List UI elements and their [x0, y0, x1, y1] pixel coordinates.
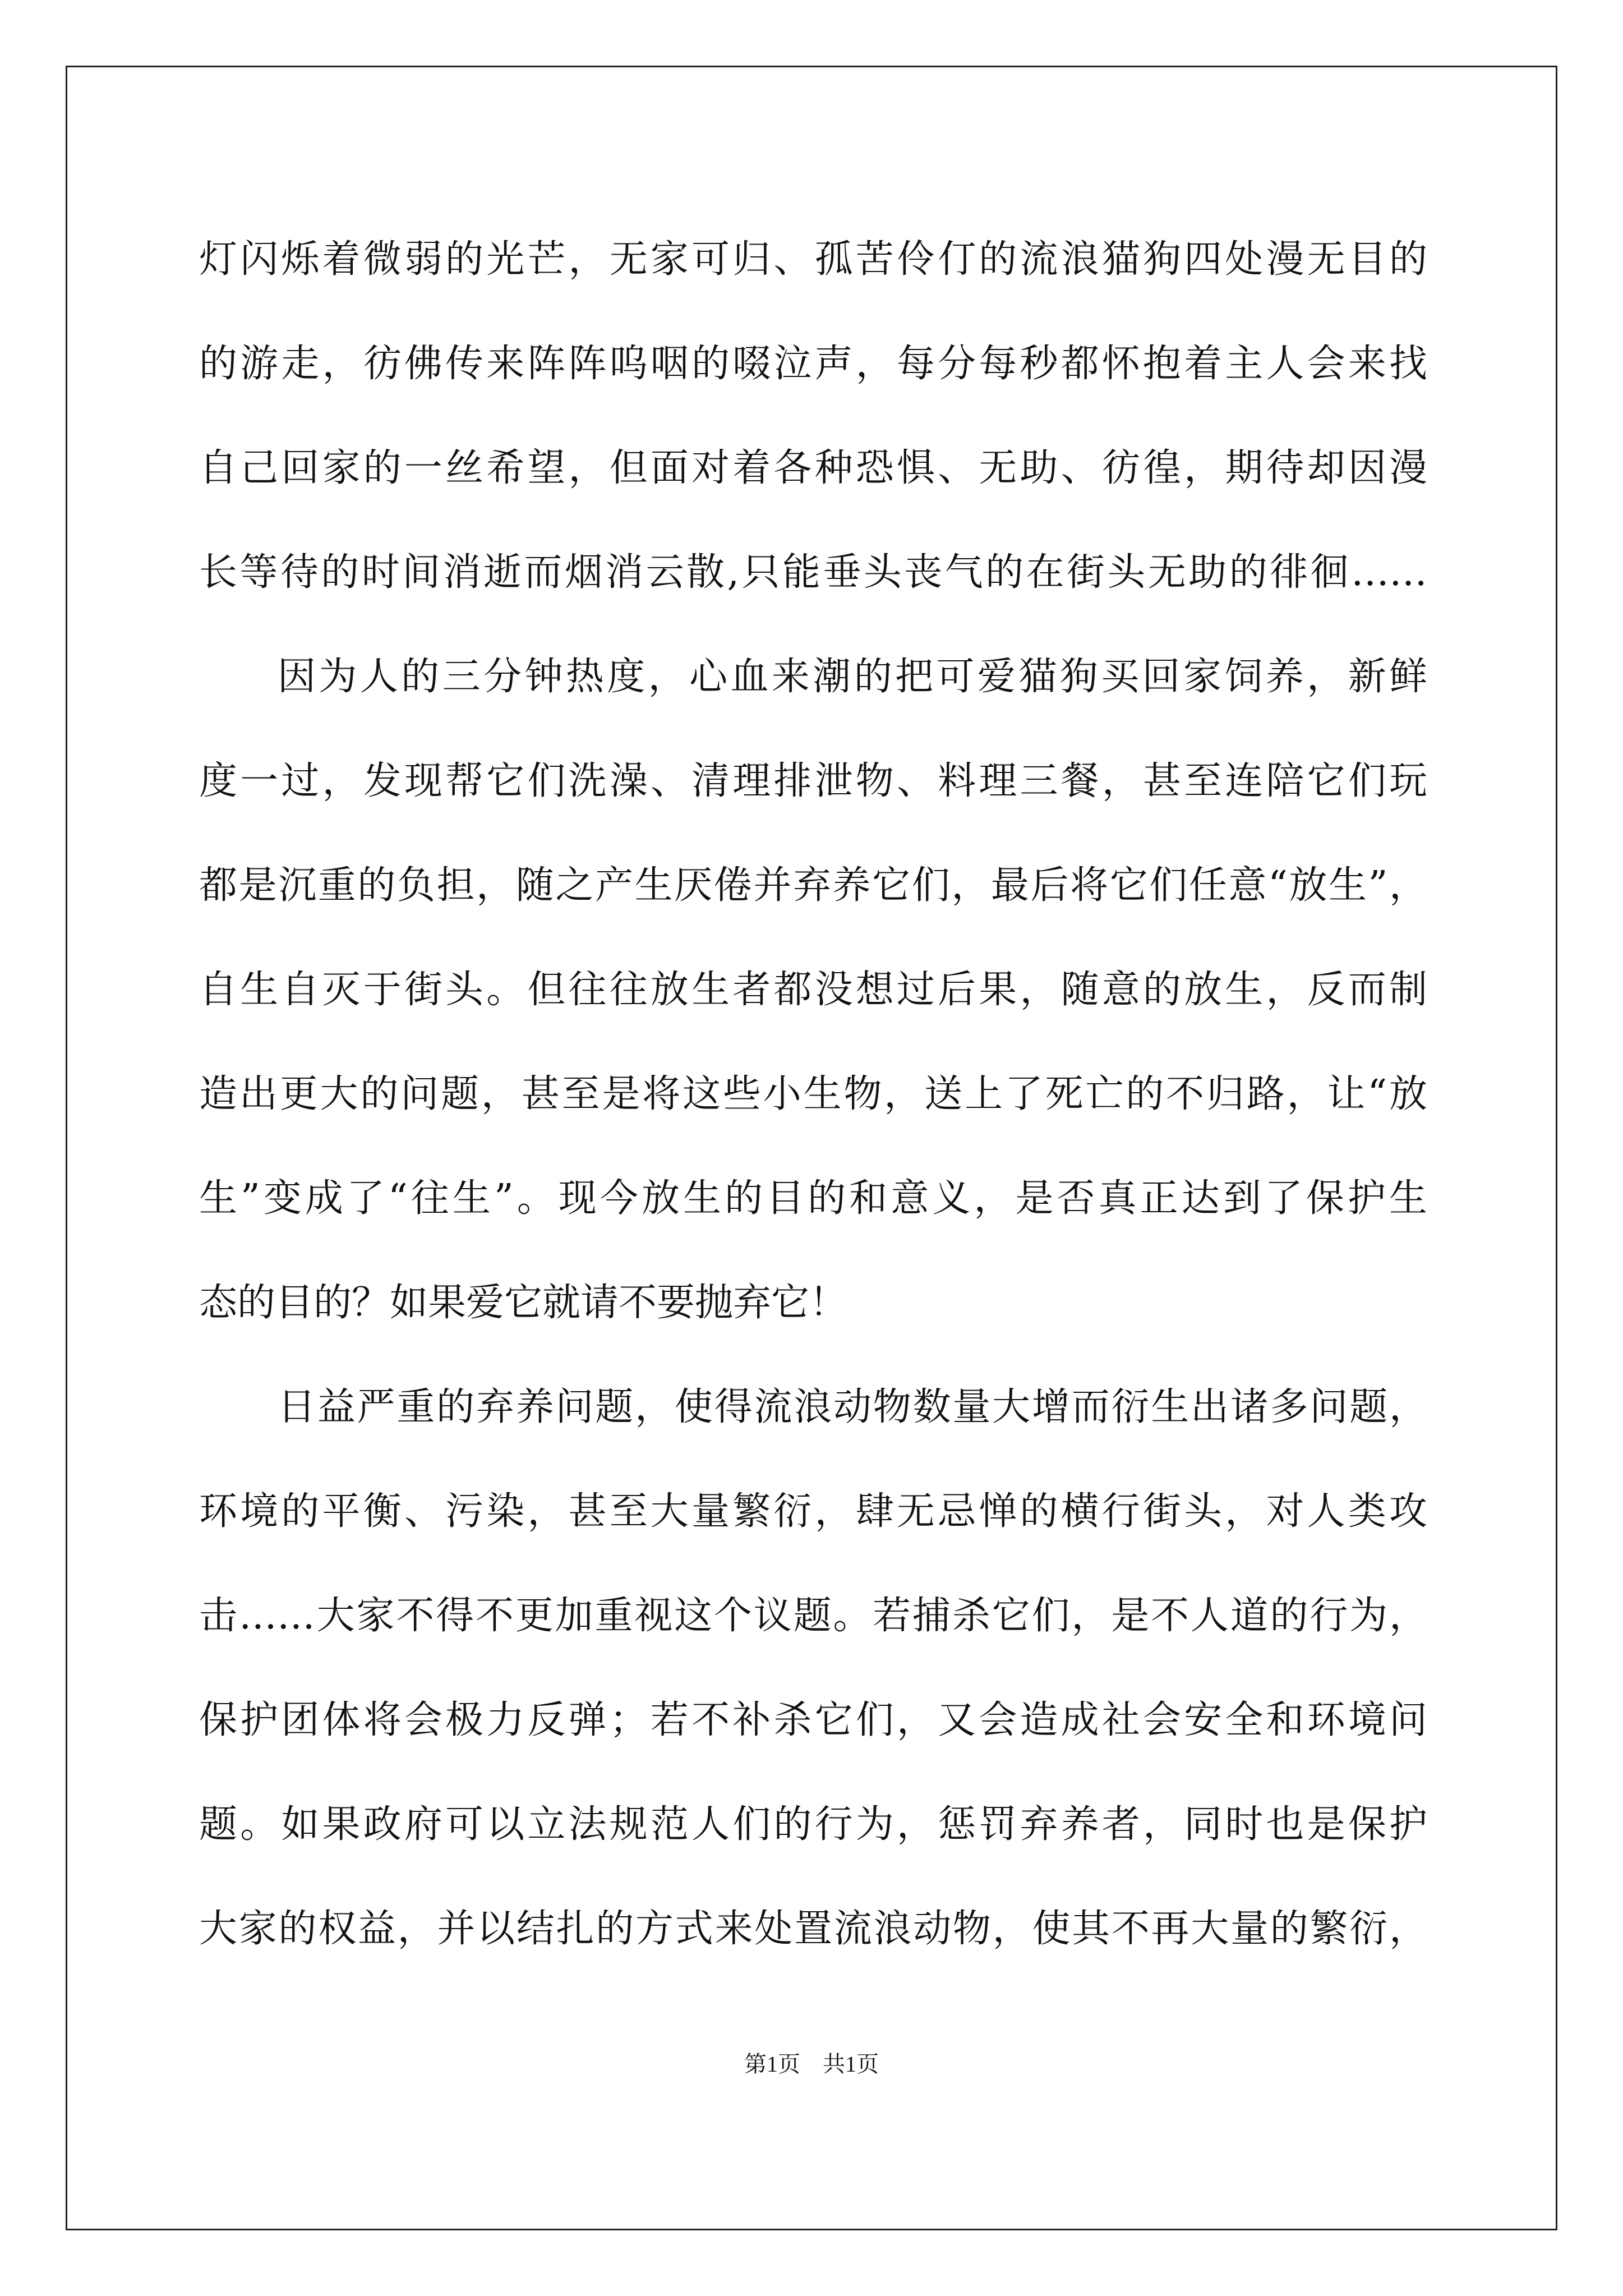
paragraph-1 — [199, 208, 1427, 625]
page-footer: 第1页 共1页 — [744, 2051, 879, 2077]
text-line: 态的目的？如果爱它就请不要抛弃它！ — [199, 1281, 848, 1325]
text-line: 题。如果政府可以立法规范人们的行为，惩罚弃养者，同时也是保护 — [199, 1802, 1427, 1847]
text-line: 造出更大的问题，甚至是将这些小生物，送上了死亡的不归路，让“放 — [199, 1072, 1427, 1116]
text-line: 自己回家的一丝希望，但面对着各种恐惧、无助、彷徨，期待却因漫 — [199, 446, 1427, 490]
text-line: 自生自灭于街头。但往往放生者都没想过后果，随意的放生，反而制 — [199, 968, 1427, 1012]
text-line: 生”变成了“往生”。现今放生的目的和意义，是否真正达到了保护生 — [199, 1176, 1427, 1221]
text-line: 长等待的时间消逝而烟消云散,只能垂头丧气的在街头无助的徘徊…… — [199, 550, 1427, 595]
text-line: 都是沉重的负担，随之产生厌倦并弃养它们，最后将它们任意“放生”， — [199, 863, 1427, 908]
paragraph-3 — [199, 1355, 1427, 1981]
text-line: 保护团体将会极力反弹；若不补杀它们，又会造成社会安全和环境问 — [199, 1698, 1427, 1742]
text-line: 环境的平衡、污染，甚至大量繁衍，肆无忌惮的横行街头，对人类攻 — [199, 1489, 1427, 1534]
document-body — [199, 208, 1427, 1981]
text-line: 灯闪烁着微弱的光芒，无家可归、孤苦伶仃的流浪猫狗四处漫无目的 — [199, 237, 1427, 282]
text-line: 大家的权益，并以结扎的方式来处置流浪动物，使其不再大量的繁衍， — [199, 1907, 1427, 1951]
text-line: 日益严重的弃养问题，使得流浪动物数量大增而衍生出诸多问题， — [278, 1385, 1427, 1429]
text-line: 击……大家不得不更加重视这个议题。若捕杀它们，是不人道的行为， — [199, 1594, 1427, 1638]
text-line: 因为人的三分钟热度，心血来潮的把可爱猫狗买回家饲养，新鲜 — [278, 655, 1427, 699]
text-line: 的游走，彷佛传来阵阵呜咽的啜泣声，每分每秒都怀抱着主人会来找 — [199, 342, 1427, 386]
paragraph-2 — [199, 625, 1427, 1355]
text-line: 度一过，发现帮它们洗澡、清理排泄物、料理三餐，甚至连陪它们玩 — [199, 759, 1427, 803]
